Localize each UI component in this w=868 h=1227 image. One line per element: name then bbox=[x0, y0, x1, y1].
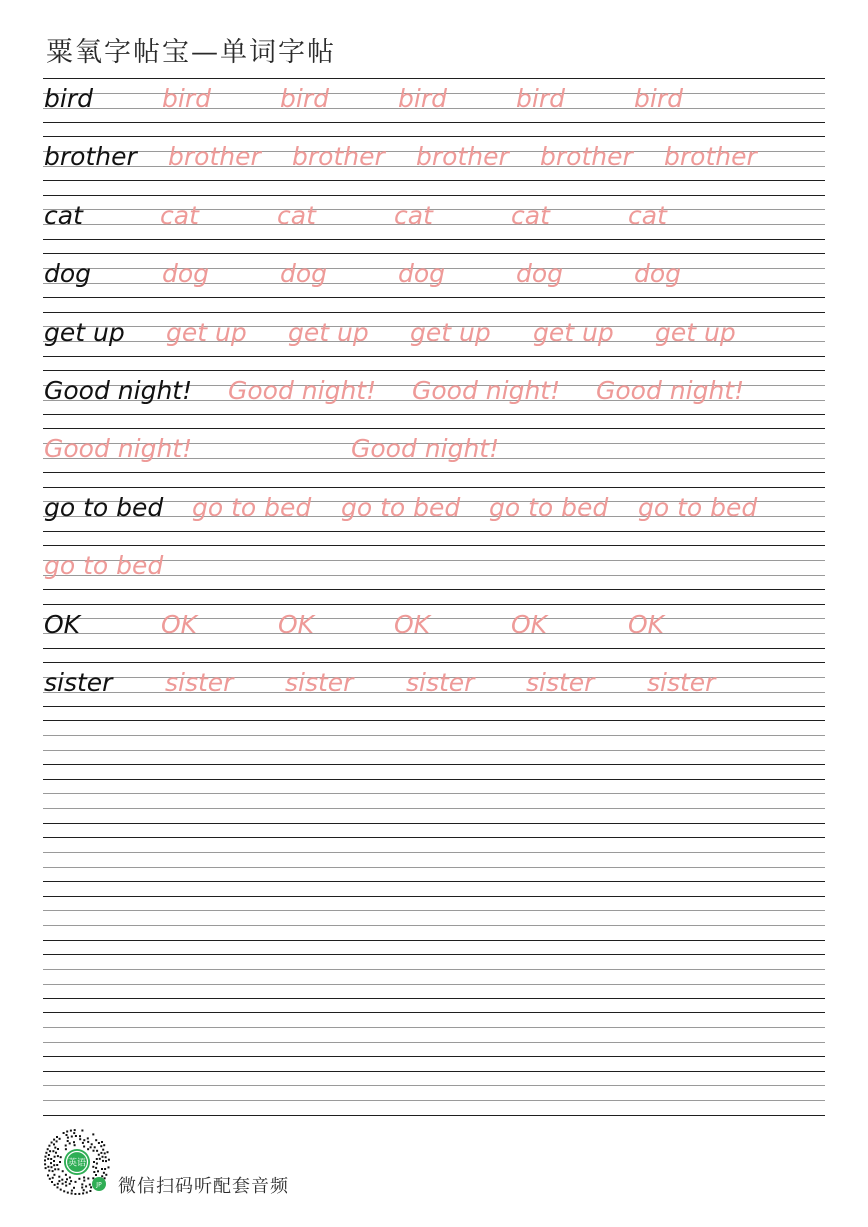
qr-module bbox=[66, 1131, 68, 1133]
ruled-line bbox=[43, 750, 825, 751]
qr-module bbox=[48, 1154, 50, 1156]
ruled-line bbox=[43, 910, 825, 911]
qr-module bbox=[93, 1171, 95, 1173]
word-row bbox=[44, 318, 824, 348]
ruled-line bbox=[43, 604, 825, 605]
qr-module bbox=[49, 1150, 51, 1152]
ruled-line bbox=[43, 589, 825, 590]
qr-module bbox=[56, 1164, 58, 1166]
qr-module bbox=[60, 1189, 62, 1191]
qr-module bbox=[100, 1152, 102, 1154]
qr-module bbox=[87, 1141, 89, 1143]
qr-module bbox=[82, 1142, 84, 1144]
qr-module bbox=[58, 1180, 60, 1182]
model-word: go to bed bbox=[44, 493, 164, 522]
ruled-line bbox=[43, 1071, 825, 1072]
qr-module bbox=[104, 1152, 106, 1154]
ruled-line bbox=[43, 793, 825, 794]
ruled-line bbox=[43, 779, 825, 780]
qr-module bbox=[86, 1192, 88, 1194]
trace-word: brother bbox=[664, 142, 757, 171]
qr-module bbox=[53, 1139, 55, 1141]
qr-module bbox=[50, 1158, 52, 1160]
ruled-line bbox=[43, 195, 825, 196]
qr-module bbox=[79, 1135, 81, 1137]
qr-module bbox=[65, 1181, 67, 1183]
word-row bbox=[44, 434, 824, 464]
trace-word: go to bed bbox=[341, 493, 461, 522]
trace-word: cat bbox=[511, 201, 550, 230]
qr-corner-text: JP bbox=[96, 1181, 102, 1189]
qr-module bbox=[73, 1187, 75, 1189]
qr-module bbox=[47, 1166, 49, 1168]
trace-word: bird bbox=[398, 84, 447, 113]
qr-module bbox=[89, 1184, 91, 1186]
qr-module bbox=[95, 1174, 97, 1176]
ruled-line bbox=[43, 720, 825, 721]
trace-word: bird bbox=[162, 84, 211, 113]
trace-word: bird bbox=[516, 84, 565, 113]
qr-module bbox=[75, 1135, 77, 1137]
word-row bbox=[44, 493, 824, 523]
model-word: OK bbox=[44, 610, 81, 639]
qr-module bbox=[71, 1193, 73, 1195]
ruled-line bbox=[43, 735, 825, 736]
ruled-line bbox=[43, 706, 825, 707]
ruled-line bbox=[43, 648, 825, 649]
qr-module bbox=[53, 1164, 55, 1166]
qr-module bbox=[100, 1145, 102, 1147]
trace-word: get up bbox=[410, 318, 491, 347]
qr-module bbox=[107, 1151, 109, 1153]
qr-module bbox=[82, 1192, 84, 1194]
ruled-line bbox=[43, 1012, 825, 1013]
trace-word: cat bbox=[277, 201, 316, 230]
qr-module bbox=[65, 1145, 67, 1147]
qr-module bbox=[53, 1174, 55, 1176]
trace-word: get up bbox=[288, 318, 369, 347]
qr-module bbox=[61, 1179, 63, 1181]
trace-word: OK bbox=[628, 610, 665, 639]
qr-module bbox=[102, 1160, 104, 1162]
ruled-line bbox=[43, 881, 825, 882]
trace-word: go to bed bbox=[638, 493, 758, 522]
ruled-line bbox=[43, 531, 825, 532]
qr-module bbox=[83, 1180, 85, 1182]
trace-word: OK bbox=[278, 610, 315, 639]
trace-word: brother bbox=[292, 142, 385, 171]
qr-module bbox=[62, 1183, 64, 1185]
qr-module bbox=[63, 1190, 65, 1192]
trace-word: sister bbox=[406, 668, 475, 697]
qr-module bbox=[65, 1185, 67, 1187]
trace-word: dog bbox=[398, 259, 446, 288]
qr-module bbox=[103, 1144, 105, 1146]
ruled-line bbox=[43, 370, 825, 371]
qr-module bbox=[51, 1142, 53, 1144]
trace-word: dog bbox=[516, 259, 564, 288]
qr-module bbox=[51, 1166, 53, 1168]
qr-module bbox=[96, 1158, 98, 1160]
qr-module bbox=[108, 1166, 110, 1168]
qr-module bbox=[56, 1136, 58, 1138]
trace-word: sister bbox=[165, 668, 234, 697]
qr-module bbox=[105, 1156, 107, 1158]
qr-module bbox=[78, 1178, 80, 1180]
qr-module bbox=[78, 1193, 80, 1195]
ruled-line bbox=[43, 487, 825, 488]
ruled-line bbox=[43, 1115, 825, 1116]
qr-module bbox=[52, 1170, 54, 1172]
model-word: cat bbox=[44, 201, 83, 230]
qr-module bbox=[57, 1186, 59, 1188]
ruled-line bbox=[43, 969, 825, 970]
qr-module bbox=[104, 1168, 106, 1170]
qr-module bbox=[62, 1170, 64, 1172]
ruled-line bbox=[43, 662, 825, 663]
qr-module bbox=[81, 1183, 83, 1185]
qr-module bbox=[52, 1177, 54, 1179]
qr-module bbox=[90, 1146, 92, 1148]
word-row bbox=[44, 668, 824, 698]
word-row bbox=[44, 551, 824, 581]
trace-word: cat bbox=[160, 201, 199, 230]
trace-word: OK bbox=[161, 610, 198, 639]
qr-module bbox=[102, 1149, 104, 1151]
ruled-line bbox=[43, 545, 825, 546]
qr-module bbox=[94, 1146, 96, 1148]
qr-module bbox=[103, 1172, 105, 1174]
qr-module bbox=[45, 1167, 47, 1169]
qr-module bbox=[45, 1156, 47, 1158]
ruled-line bbox=[43, 122, 825, 123]
trace-word: Good night! bbox=[228, 376, 377, 405]
qr-module bbox=[96, 1163, 98, 1165]
trace-word: go to bed bbox=[192, 493, 312, 522]
qr-module bbox=[63, 1132, 65, 1134]
qr-module bbox=[83, 1139, 85, 1141]
trace-word: Good night! bbox=[351, 434, 500, 463]
qr-module bbox=[89, 1190, 91, 1192]
qr-module bbox=[75, 1181, 77, 1183]
word-row bbox=[44, 142, 824, 172]
trace-word: cat bbox=[628, 201, 667, 230]
qr-module bbox=[83, 1146, 85, 1148]
qr-module bbox=[70, 1180, 72, 1182]
trace-word: brother bbox=[540, 142, 633, 171]
qr-module bbox=[57, 1155, 59, 1157]
qr-module bbox=[44, 1159, 46, 1161]
qr-module bbox=[74, 1144, 76, 1146]
qr-module bbox=[79, 1138, 81, 1140]
trace-word: OK bbox=[511, 610, 548, 639]
model-word: brother bbox=[44, 142, 137, 171]
qr-module bbox=[99, 1158, 101, 1160]
ruled-line bbox=[43, 984, 825, 985]
trace-word: brother bbox=[168, 142, 261, 171]
ruled-line bbox=[43, 180, 825, 181]
qr-module bbox=[57, 1148, 59, 1150]
ruled-line bbox=[43, 764, 825, 765]
ruled-line bbox=[43, 428, 825, 429]
ruled-line bbox=[43, 1056, 825, 1057]
ruled-line bbox=[43, 823, 825, 824]
qr-module bbox=[105, 1160, 107, 1162]
trace-word: go to bed bbox=[489, 493, 609, 522]
qr-module bbox=[53, 1160, 55, 1162]
trace-word: go to bed bbox=[44, 551, 164, 580]
qr-module bbox=[67, 1137, 69, 1139]
qr-module bbox=[58, 1176, 60, 1178]
qr-badge-text: 英语 bbox=[67, 1158, 87, 1169]
trace-word: bird bbox=[280, 84, 329, 113]
qr-module bbox=[69, 1183, 71, 1185]
qr-module bbox=[50, 1162, 52, 1164]
word-row bbox=[44, 259, 824, 289]
ruled-line bbox=[43, 1042, 825, 1043]
qr-module bbox=[101, 1168, 103, 1170]
qr-module bbox=[83, 1189, 85, 1191]
trace-word: get up bbox=[655, 318, 736, 347]
qr-module bbox=[97, 1170, 99, 1172]
ruled-line bbox=[43, 1100, 825, 1101]
qr-module bbox=[48, 1170, 50, 1172]
qr-module bbox=[95, 1167, 97, 1169]
ruled-line bbox=[43, 925, 825, 926]
qr-module bbox=[108, 1159, 110, 1161]
trace-word: dog bbox=[280, 259, 328, 288]
qr-module bbox=[57, 1168, 59, 1170]
qr-module bbox=[54, 1168, 56, 1170]
ruled-line bbox=[43, 940, 825, 941]
trace-word: dog bbox=[162, 259, 210, 288]
ruled-line bbox=[43, 297, 825, 298]
trace-word: Good night! bbox=[596, 376, 745, 405]
trace-word: bird bbox=[634, 84, 683, 113]
qr-module bbox=[66, 1134, 68, 1136]
ruled-line bbox=[43, 136, 825, 137]
qr-module bbox=[65, 1174, 67, 1176]
word-row bbox=[44, 376, 824, 406]
model-word: bird bbox=[44, 84, 93, 113]
trace-word: sister bbox=[526, 668, 595, 697]
trace-word: get up bbox=[533, 318, 614, 347]
ruled-line bbox=[43, 837, 825, 838]
qr-module bbox=[102, 1156, 104, 1158]
trace-word: get up bbox=[166, 318, 247, 347]
word-row bbox=[44, 201, 824, 231]
trace-word: sister bbox=[647, 668, 716, 697]
ruled-line bbox=[43, 472, 825, 473]
qr-module bbox=[54, 1184, 56, 1186]
model-word: Good night! bbox=[44, 376, 193, 405]
qr-module bbox=[101, 1175, 103, 1177]
qr-code-icon[interactable] bbox=[42, 1127, 112, 1197]
qr-module bbox=[59, 1138, 61, 1140]
ruled-line bbox=[43, 954, 825, 955]
qr-module bbox=[81, 1130, 83, 1132]
trace-word: dog bbox=[634, 259, 682, 288]
ruled-line bbox=[43, 808, 825, 809]
qr-module bbox=[96, 1150, 98, 1152]
qr-module bbox=[69, 1177, 71, 1179]
qr-module bbox=[70, 1130, 72, 1132]
qr-module bbox=[48, 1145, 50, 1147]
qr-module bbox=[87, 1148, 89, 1150]
trace-word: Good night! bbox=[44, 434, 193, 463]
qr-module bbox=[73, 1141, 75, 1143]
ruled-line bbox=[43, 78, 825, 79]
ruled-line bbox=[43, 867, 825, 868]
qr-module bbox=[104, 1177, 106, 1179]
model-word: dog bbox=[44, 259, 92, 288]
trace-word: OK bbox=[394, 610, 431, 639]
qr-module bbox=[92, 1133, 94, 1135]
qr-module bbox=[56, 1140, 58, 1142]
footer-caption: 微信扫码听配套音频 bbox=[118, 1176, 289, 1197]
model-word: sister bbox=[44, 668, 113, 697]
qr-module bbox=[65, 1148, 67, 1150]
qr-module bbox=[67, 1192, 69, 1194]
qr-module bbox=[55, 1152, 57, 1154]
model-word: get up bbox=[44, 318, 125, 347]
ruled-line bbox=[43, 414, 825, 415]
ruled-line bbox=[43, 1085, 825, 1086]
qr-module bbox=[92, 1177, 94, 1179]
qr-module bbox=[74, 1129, 76, 1131]
page-title: 粟氧字帖宝—单词字帖 bbox=[46, 37, 336, 68]
qr-module bbox=[44, 1163, 46, 1165]
qr-module bbox=[87, 1137, 89, 1139]
qr-module bbox=[87, 1178, 89, 1180]
qr-module bbox=[81, 1187, 83, 1189]
qr-module bbox=[47, 1148, 49, 1150]
trace-word: Good night! bbox=[412, 376, 561, 405]
ruled-line bbox=[43, 356, 825, 357]
qr-module bbox=[85, 1185, 87, 1187]
qr-module bbox=[93, 1150, 95, 1152]
qr-module bbox=[59, 1161, 61, 1163]
qr-module bbox=[52, 1150, 54, 1152]
qr-module bbox=[53, 1143, 55, 1145]
trace-word: brother bbox=[416, 142, 509, 171]
qr-module bbox=[49, 1178, 51, 1180]
qr-module bbox=[54, 1147, 56, 1149]
qr-module bbox=[67, 1140, 69, 1142]
qr-module bbox=[45, 1152, 47, 1154]
qr-module bbox=[66, 1178, 68, 1180]
qr-module bbox=[57, 1183, 59, 1185]
qr-module bbox=[98, 1154, 100, 1156]
trace-word: sister bbox=[285, 668, 354, 697]
trace-word: cat bbox=[394, 201, 433, 230]
qr-module bbox=[47, 1174, 49, 1176]
qr-module bbox=[60, 1156, 62, 1158]
ruled-line bbox=[43, 253, 825, 254]
ruled-line bbox=[43, 312, 825, 313]
qr-module bbox=[90, 1186, 92, 1188]
word-row bbox=[44, 84, 824, 114]
qr-module bbox=[71, 1190, 73, 1192]
qr-module bbox=[74, 1193, 76, 1195]
qr-module bbox=[98, 1142, 100, 1144]
qr-module bbox=[105, 1174, 107, 1176]
qr-module bbox=[101, 1141, 103, 1143]
qr-module bbox=[71, 1136, 73, 1138]
ruled-line bbox=[43, 239, 825, 240]
qr-module bbox=[95, 1139, 97, 1141]
qr-module bbox=[69, 1142, 71, 1144]
qr-module bbox=[83, 1177, 85, 1179]
qr-module bbox=[47, 1158, 49, 1160]
qr-module bbox=[54, 1156, 56, 1158]
qr-module bbox=[91, 1143, 93, 1145]
qr-module bbox=[51, 1181, 53, 1183]
ruled-line bbox=[43, 1027, 825, 1028]
ruled-line bbox=[43, 852, 825, 853]
word-row bbox=[44, 610, 824, 640]
qr-module bbox=[92, 1166, 94, 1168]
ruled-line bbox=[43, 998, 825, 999]
ruled-line bbox=[43, 896, 825, 897]
qr-module bbox=[73, 1132, 75, 1134]
qr-module bbox=[93, 1161, 95, 1163]
